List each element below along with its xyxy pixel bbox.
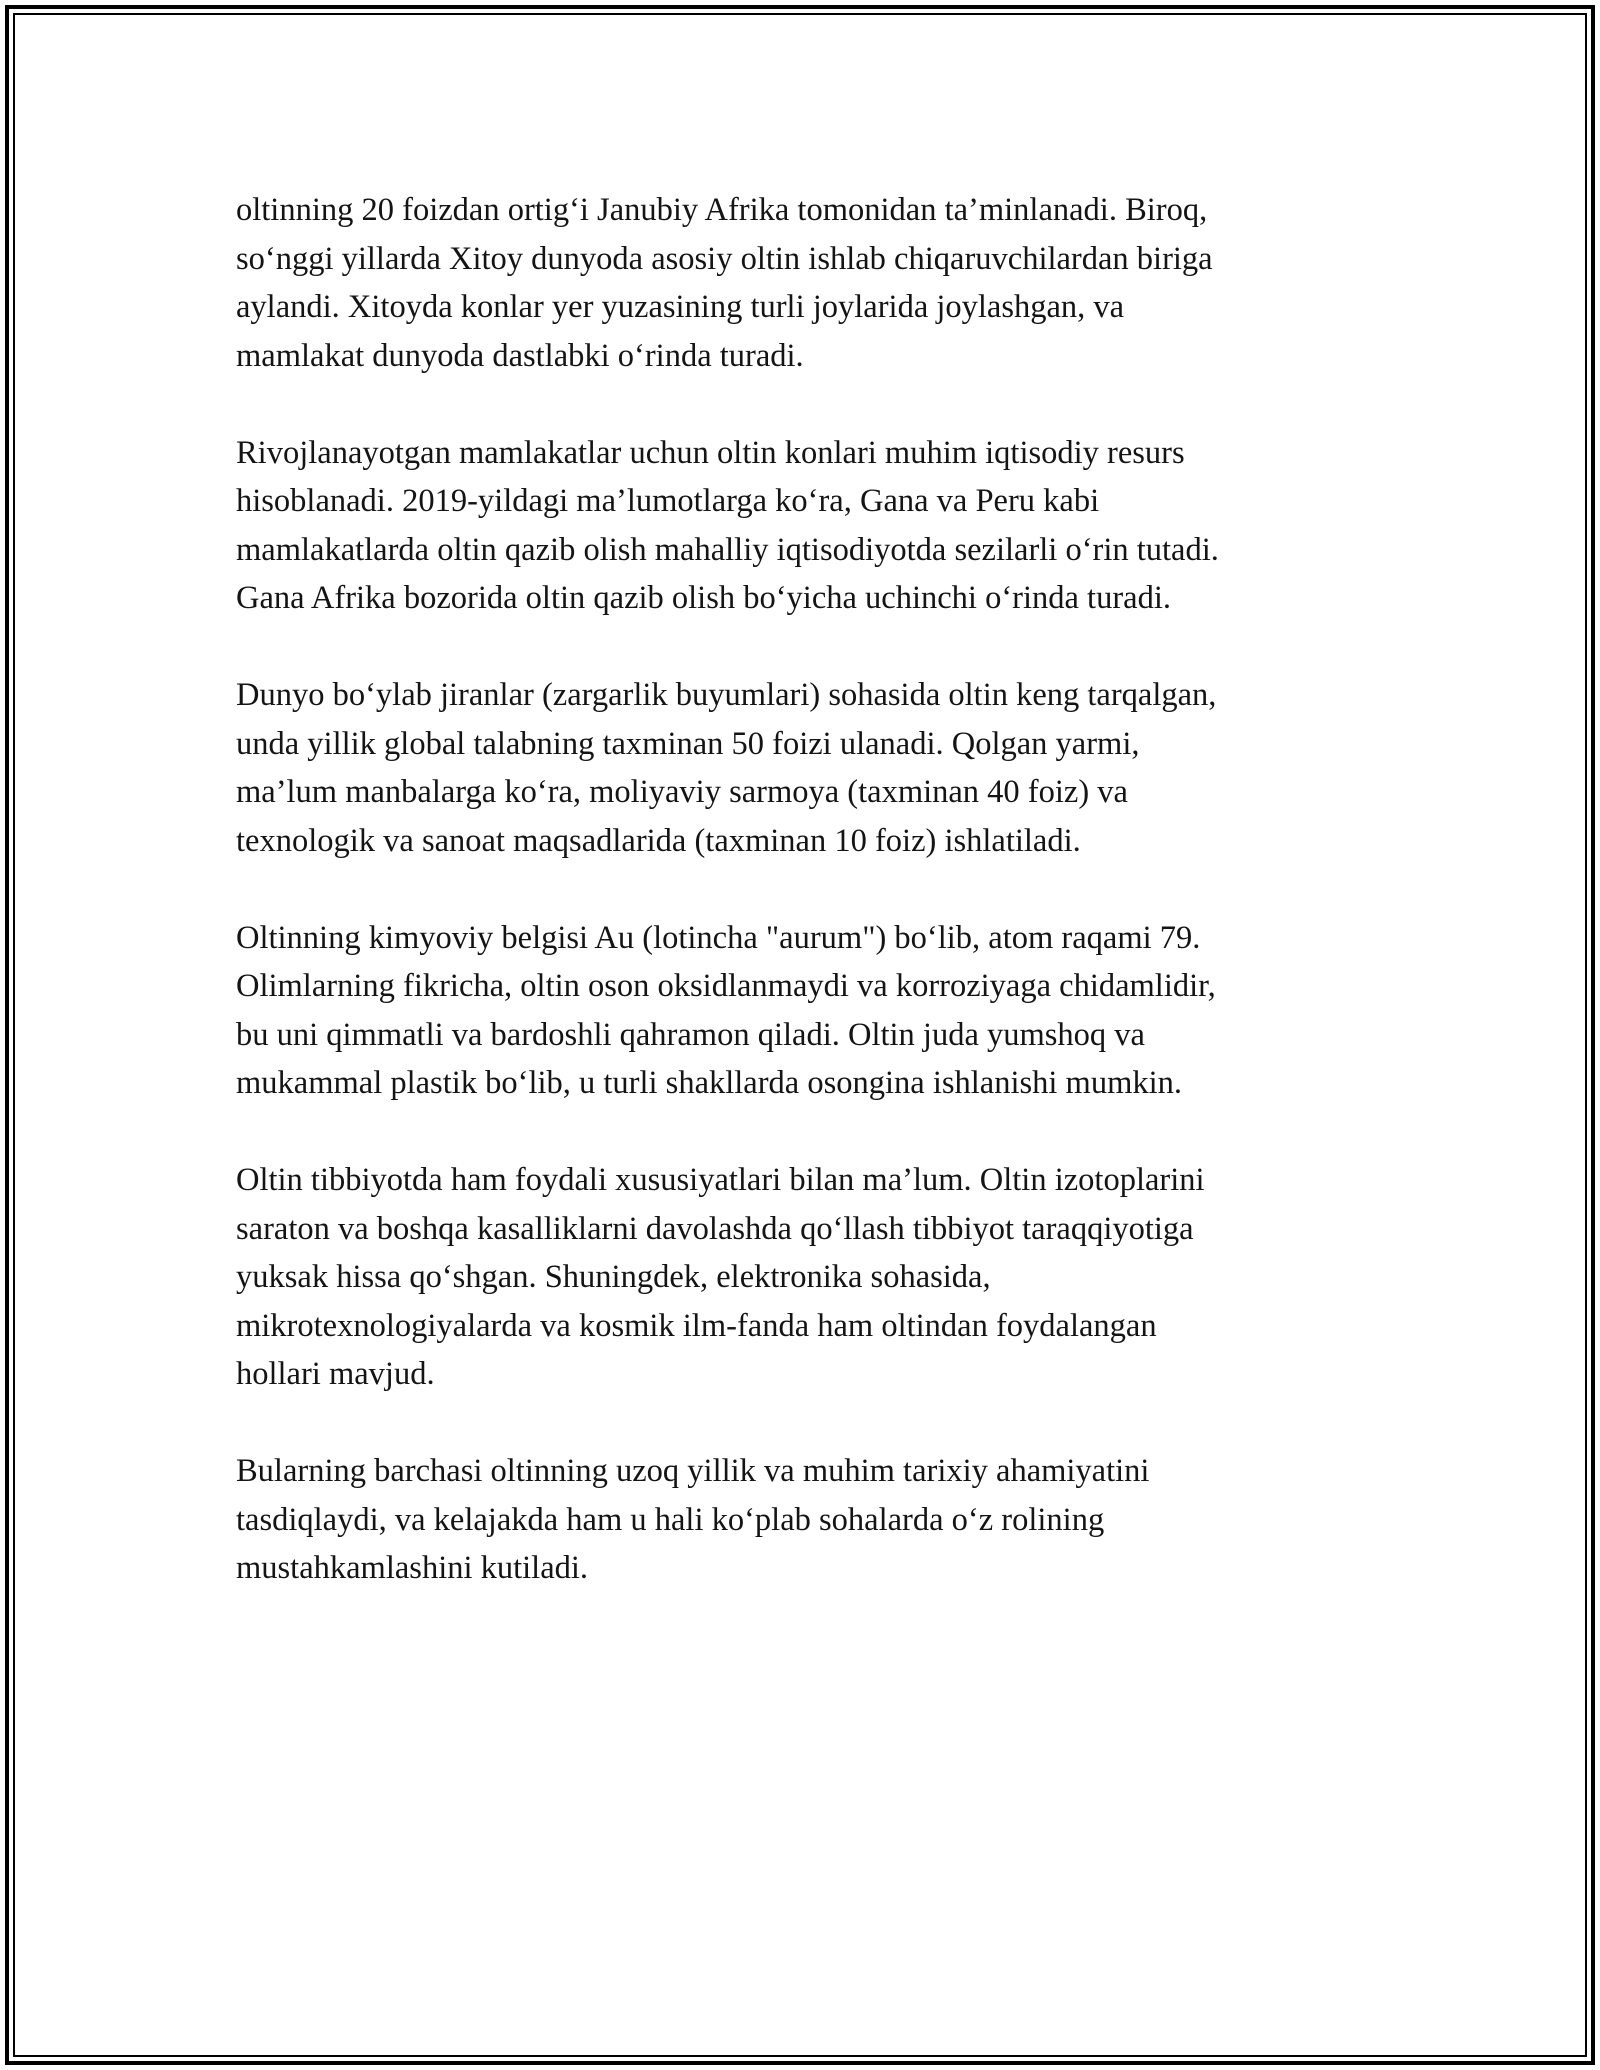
text-line: hollari mavjud.: [236, 1356, 435, 1392]
text-line: aylandi. Xitoyda konlar yer yuzasining turli joylarida joylashgan, va: [236, 289, 1125, 325]
text-line: Rivojlanayotgan mamlakatlar uchun oltin konlari muhim iqtisodiy resurs: [236, 434, 1185, 471]
text-line: ma’lum manbalarga ko‘ra, moliyaviy sarmoya (taxminan 40 foiz) va: [236, 774, 1128, 810]
text-line: mamlakatlarda oltin qazib olish mahalliy iqtisodiyotda sezilarli o‘rin tutadi.: [236, 531, 1219, 568]
text-line: unda yillik global talabning taxminan 50 foizi ulanadi. Qolgan yarmi,: [236, 725, 1140, 762]
paragraph: [236, 1447, 1376, 1593]
paragraph: [236, 671, 1376, 865]
text-line: Gana Afrika bozorida oltin qazib olish bo‘yicha uchinchi o‘rinda turadi.: [236, 580, 1171, 616]
text-line: Bularning barchasi oltinning uzoq yillik va muhim tarixiy ahamiyatini: [236, 1453, 1150, 1489]
text-line: Oltin tibbiyotda ham foydali xususiyatlari bilan ma’lum. Oltin izotoplarini: [236, 1162, 1205, 1198]
text-line: Dunyo bo‘ylab jiranlar (zargarlik buyumlari) sohasida oltin keng tarqalgan,: [236, 677, 1217, 713]
paragraph: [236, 1156, 1376, 1399]
text-line: mustahkamlashini kutiladi.: [236, 1550, 589, 1586]
text-line: bu uni qimmatli va bardoshli qahramon qiladi. Oltin juda yumshoq va: [236, 1016, 1145, 1053]
paragraph: [236, 914, 1376, 1108]
text-line: Olimlarning fikricha, oltin oson oksidlanmaydi va korroziyaga chidamlidir,: [236, 968, 1216, 1004]
text-line: yuksak hissa qo‘shgan. Shuningdek, elektronika sohasida,: [236, 1259, 991, 1295]
paragraph: [236, 429, 1376, 623]
paragraph: [236, 186, 1376, 380]
text-line: mikrotexnologiyalarda va kosmik ilm-fanda ham oltindan foydalangan: [236, 1307, 1157, 1344]
text-line: mukammal plastik bo‘lib, u turli shakllarda osongina ishlanishi mumkin.: [236, 1065, 1183, 1101]
text-line: so‘nggi yillarda Xitoy dunyoda asosiy oltin ishlab chiqaruvchilardan biriga: [236, 240, 1213, 277]
text-line: texnologik va sanoat maqsadlarida (taxminan 10 foiz) ishlatiladi.: [236, 822, 1081, 859]
text-line: saraton va boshqa kasalliklarni davolashda qo‘llash tibbiyot taraqqiyotiga: [236, 1210, 1194, 1247]
text-line: mamlakat dunyoda dastlabki o‘rinda turadi.: [236, 337, 804, 374]
document-body: [236, 186, 1376, 1641]
text-line: hisoblanadi. 2019-yildagi ma’lumotlarga ko‘ra, Gana va Peru kabi: [236, 483, 1100, 519]
text-line: tasdiqlaydi, va kelajakda ham u hali ko‘plab sohalarda o‘z rolining: [236, 1501, 1105, 1538]
text-line: Oltinning kimyoviy belgisi Au (lotincha "aurum") bo‘lib, atom raqami 79.: [236, 919, 1201, 956]
text-line: oltinning 20 foizdan ortig‘i Janubiy Afrika tomonidan ta’minlanadi. Biroq,: [236, 192, 1208, 228]
